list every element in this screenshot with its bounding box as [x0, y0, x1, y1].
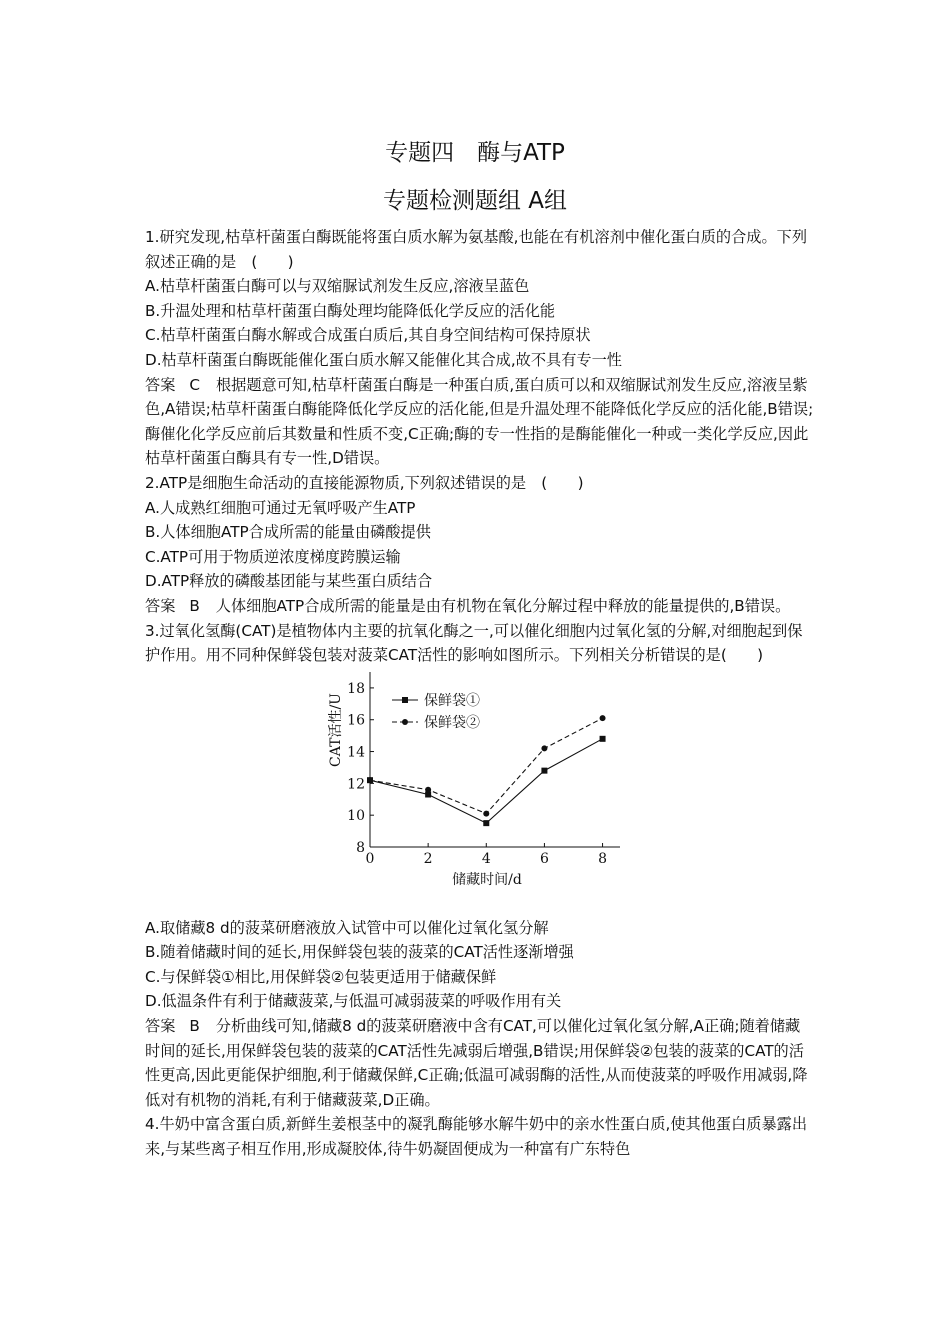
- q2-option-d: D.ATP释放的磷酸基团能与某些蛋白质结合: [145, 572, 433, 591]
- series-line-2: [370, 718, 603, 813]
- q1-stem: 1.研究发现,枯草杆菌蛋白酶既能将蛋白质水解为氨基酸,也能在有机溶剂中催化蛋白质的合成。下列叙述正确的是 ( ): [145, 228, 808, 271]
- chart-legend: [392, 692, 480, 731]
- y-tick-label: 16: [347, 712, 365, 729]
- x-tick-label: 0: [365, 850, 375, 867]
- y-tick-label: 18: [347, 680, 365, 697]
- q1-option-a: A.枯草杆菌蛋白酶可以与双缩脲试剂发生反应,溶液呈蓝色: [145, 277, 530, 296]
- answer-key: B: [189, 1017, 200, 1036]
- x-axis-label: 储藏时间/d: [452, 871, 522, 888]
- x-tick-label: 6: [539, 850, 549, 867]
- q4-stem: 4.牛奶中富含蛋白质,新鲜生姜根茎中的凝乳酶能够水解牛奶中的亲水性蛋白质,使其他蛋白质暴露出来,与某些离子相互作用,形成凝胶体,待牛奶凝固便成为一种富有广东特色: [145, 1115, 808, 1159]
- q2-option-b: B.人体细胞ATP合成所需的能量由磷酸提供: [145, 523, 431, 542]
- q3-answer: [145, 1014, 815, 1112]
- answer-key: B: [189, 596, 200, 615]
- x-tick-label: 8: [598, 850, 608, 867]
- data-point-square: [541, 767, 547, 773]
- data-point-circle: [367, 777, 373, 783]
- q2-answer: [145, 594, 815, 619]
- y-tick-label: 10: [347, 807, 365, 824]
- q3-option-a: A.取储藏8 d的菠菜研磨液放入试管中可以催化过氧化氢分解: [145, 918, 549, 937]
- data-point-square: [483, 820, 489, 826]
- legend-label: 保鲜袋②: [424, 714, 480, 731]
- data-point-square: [600, 736, 606, 742]
- x-tick-label: 2: [423, 850, 433, 867]
- legend-label: 保鲜袋①: [424, 692, 480, 709]
- data-point-circle: [600, 715, 606, 721]
- answer-key: C: [189, 375, 200, 394]
- y-axis-label: CAT活性/U: [328, 692, 344, 767]
- q3-option-c: C.与保鲜袋①相比,用保鲜袋②包装更适用于储藏保鲜: [145, 967, 497, 986]
- answer-explanation: 根据题意可知,枯草杆菌蛋白酶是一种蛋白质,蛋白质可以和双缩脲试剂发生反应,溶液呈紫色,A错误;枯草杆菌蛋白酶能降低化学反应的活化能,但是升温处理不能降低化学反应的活化能,B错误;酶催化化学反应前后其数量和性质不变,C正确;酶的专一性指的是酶能催化一种或一类化学反应,因此枯草杆菌蛋白酶具有专一性,D错误。: [145, 375, 814, 468]
- q1-option-d: D.枯草杆菌蛋白酶既能催化蛋白质水解又能催化其合成,故不具有专一性: [145, 350, 622, 369]
- page-subtitle: 专题检测题组 A组: [382, 188, 568, 214]
- answer-label: 答案: [145, 596, 176, 615]
- data-point-circle: [425, 786, 431, 792]
- legend-marker-square: [402, 697, 408, 703]
- q3-option-b: B.随着储藏时间的延长,用保鲜袋包装的菠菜的CAT活性逐渐增强: [145, 943, 574, 962]
- chart-series: [367, 715, 606, 826]
- data-point-circle: [541, 745, 547, 751]
- y-tick-label: 12: [347, 776, 365, 793]
- answer-label: 答案: [145, 1017, 176, 1036]
- y-tick-label: 14: [347, 744, 365, 761]
- answer-explanation: 人体细胞ATP合成所需的能量是由有机物在氧化分解过程中释放的能量提供的,B错误。: [215, 596, 791, 615]
- y-tick-label: 8: [356, 839, 365, 856]
- q3-option-d: D.低温条件有利于储藏菠菜,与低温可减弱菠菜的呼吸作用有关: [145, 992, 562, 1011]
- q2-stem: 2.ATP是细胞生命活动的直接能源物质,下列叙述错误的是 ( ): [145, 473, 584, 492]
- answer-explanation: 分析曲线可知,储藏8 d的菠菜研磨液中含有CAT,可以催化过氧化氢分解,A正确;随着储藏时间的延长,用保鲜袋包装的菠菜的CAT活性先减弱后增强,B错误;用保鲜袋②包装的菠菜的CAT的活性更高,因此更能保护细胞,利于储藏保鲜,C正确;低温可减弱酶的活性,从而使菠菜的呼吸作用减弱,降低对有机物的消耗,有利于储藏菠菜,D正确。: [145, 1017, 808, 1109]
- cat-activity-chart: [145, 672, 815, 914]
- q1-answer: [145, 373, 815, 471]
- legend-marker-circle: [402, 719, 408, 725]
- data-point-circle: [483, 810, 489, 816]
- q1-option-c: C.枯草杆菌蛋白酶水解或合成蛋白质后,其自身空间结构可保持原状: [145, 326, 591, 345]
- page-title: 专题四 酶与ATP: [385, 140, 565, 166]
- q2-option-c: C.ATP可用于物质逆浓度梯度跨膜运输: [145, 547, 401, 566]
- q2-option-a: A.人成熟红细胞可通过无氧呼吸产生ATP: [145, 498, 416, 517]
- q3-stem: 3.过氧化氢酶(CAT)是植物体内主要的抗氧化酶之一,可以催化细胞内过氧化氢的分解,对细胞起到保护作用。用不同种保鲜袋包装对菠菜CAT活性的影响如图所示。下列相关分析错误的是( ): [145, 621, 803, 665]
- series-line-1: [370, 739, 603, 823]
- question-content: [145, 225, 815, 1162]
- answer-label: 答案: [145, 375, 176, 394]
- x-tick-label: 4: [481, 850, 491, 867]
- q1-option-b: B.升温处理和枯草杆菌蛋白酶处理均能降低化学反应的活化能: [145, 301, 556, 320]
